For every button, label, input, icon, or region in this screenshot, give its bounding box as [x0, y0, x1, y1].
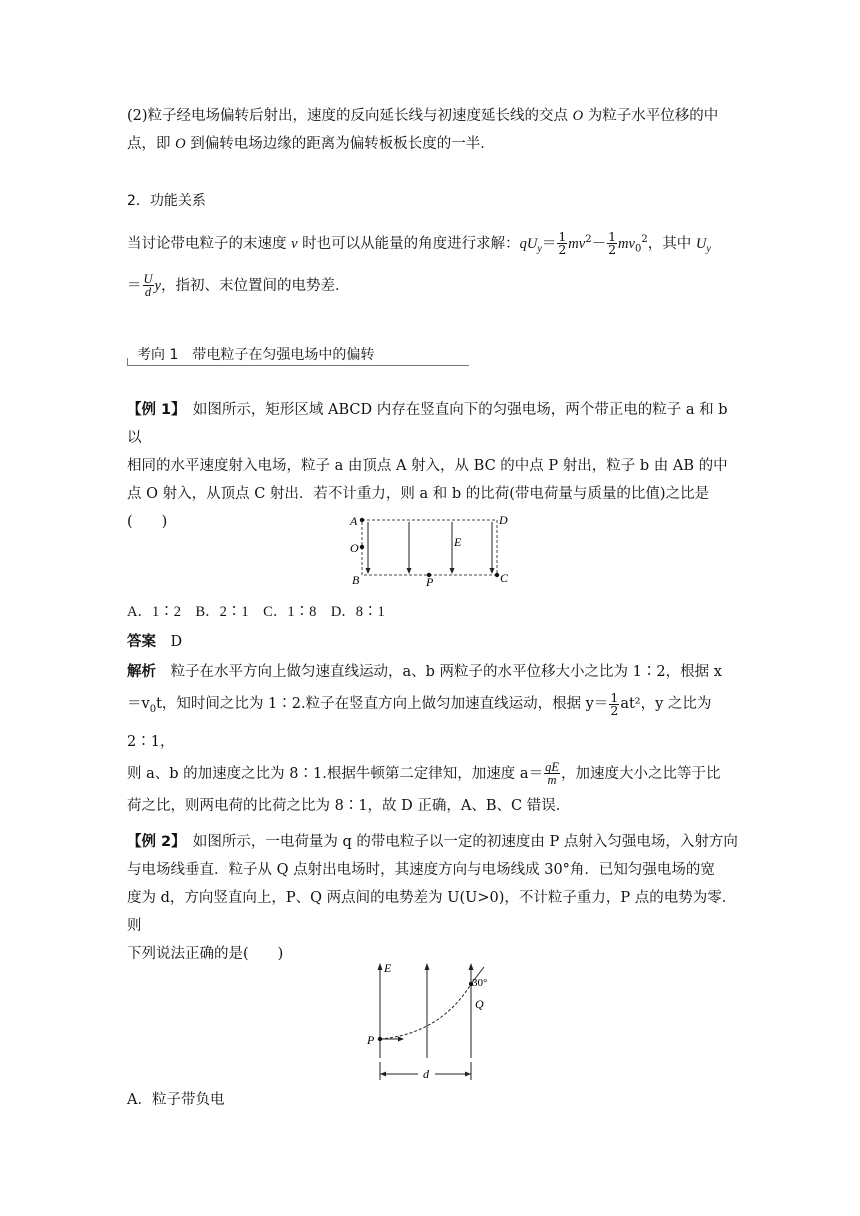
- text: mv: [568, 235, 586, 252]
- sub: 0: [149, 703, 157, 715]
- text: t，知时间之比为 1∶2.粒子在竖直方向上做匀加速直线运动，根据 y＝: [156, 696, 609, 712]
- text: 当讨论带电粒子的末速度: [127, 235, 292, 252]
- example-1-options: A．1∶2 B．2∶1 C．1∶8 D．8∶1: [127, 604, 385, 620]
- text: mv: [618, 235, 635, 252]
- text: ＝: [541, 235, 557, 252]
- text: O: [175, 136, 186, 152]
- analysis-label: 解析: [127, 664, 156, 680]
- example-2-option-a: A．粒子带负电: [127, 1092, 225, 1108]
- fraction: $\frac{qE}{m}$: [545, 760, 559, 788]
- section-title-bar: [127, 344, 469, 366]
- text: 荷之比，则两电荷的比荷之比为 8∶1，故 D 正确，A、B、C 错误．: [127, 797, 571, 814]
- example-1-answer: [127, 628, 739, 656]
- text: 度为 d，方向竖直向上，P、Q 两点间的电势差为 U(U>0)，不计粒子重力，P 点的电势为零．则: [127, 890, 737, 934]
- label-q: Q: [475, 997, 484, 1011]
- text: 点 O 射入，从顶点 C 射出．若不计重力，则 a 和 b 的比荷(带电荷量与质量的比值)之比是: [127, 486, 710, 502]
- text: ＝v: [127, 696, 150, 712]
- label-d: d: [423, 1067, 429, 1081]
- text: －: [591, 235, 607, 252]
- text: U: [695, 235, 707, 252]
- paragraph-energy: [127, 222, 739, 304]
- section-title: 考向 1 带电粒子在匀强电场中的偏转: [137, 347, 375, 363]
- label-d: D: [499, 513, 508, 527]
- paragraph-offset-point: [127, 102, 739, 158]
- sub: y: [706, 243, 711, 255]
- sup: 2: [641, 234, 648, 245]
- text: 粒子在水平方向上做匀速直线运动，a、b 两粒子的水平位移大小之比为 1∶2，根据 x: [156, 664, 722, 680]
- label-c: C: [500, 571, 509, 585]
- arrow-head: [366, 568, 371, 574]
- divider-corner: [127, 358, 136, 366]
- text: 为粒子水平位移的中: [583, 108, 719, 124]
- arrow-head: [425, 963, 430, 970]
- text: 下列说法正确的是( ): [127, 946, 284, 962]
- field-boundary: [362, 520, 497, 575]
- text: O: [572, 108, 584, 124]
- fraction: $\frac{1}{2}$: [558, 229, 567, 258]
- label-b: B: [352, 573, 360, 587]
- text: v: [291, 235, 298, 252]
- example-tag: 【例 2】: [127, 834, 179, 850]
- fraction: $\frac{U}{d}$: [143, 272, 153, 300]
- text: (2)粒子经电场偏转后射出，速度的反向延长线与初速度延长线的交点: [127, 108, 573, 124]
- text: 如图所示，矩形区域 ABCD 内存在竖直向下的匀强电场，两个带正电的粒子 a 和 b 以: [127, 402, 728, 446]
- arrow-head: [450, 568, 455, 574]
- sub: y: [537, 243, 542, 255]
- sup: 2: [585, 234, 592, 245]
- point-o: [360, 545, 364, 549]
- point-a: [360, 518, 364, 522]
- text: 与电场线垂直．粒子从 Q 点射出电场时，其速度方向与电场线成 30°角．已知匀强电场的宽: [127, 862, 715, 878]
- fraction: $\frac{1}{2}$: [608, 229, 617, 258]
- text: 点，即: [127, 136, 176, 152]
- point-c: [495, 573, 499, 577]
- label-a: A: [350, 514, 358, 528]
- label-p: P: [367, 1033, 375, 1047]
- text: ( ): [127, 514, 168, 530]
- arrow-head: [380, 1072, 386, 1077]
- text: 到偏转电场边缘的距离为偏转板板长度的一半．: [185, 136, 495, 152]
- example-2-question: [127, 828, 739, 968]
- text: 相同的水平速度射入电场，粒子 a 由顶点 A 射入，从 BC 的中点 P 射出，粒子 b 由 AB 的中: [127, 458, 728, 474]
- text: ，加速度大小之比等于比: [560, 765, 721, 782]
- sub: 0: [634, 243, 642, 255]
- trajectory: [380, 984, 471, 1039]
- arrow-head: [378, 963, 383, 970]
- arrow-head: [407, 568, 412, 574]
- point-p: [378, 1037, 382, 1041]
- arrow-head: [469, 963, 474, 970]
- divider: [127, 365, 469, 366]
- text: ，其中: [647, 235, 696, 252]
- answer-label: 答案: [127, 634, 156, 650]
- formula-q: qU: [519, 235, 538, 252]
- text: y: [154, 277, 161, 294]
- figure-rectangle-field: [340, 510, 520, 590]
- section-heading: 2．功能关系: [127, 193, 206, 209]
- text: 则 a、b 的加速度之比为 8∶1.根据牛顿第二定律知，加速度 a＝: [127, 765, 544, 782]
- arrow-head: [465, 1072, 471, 1077]
- arrow-head: [398, 1037, 404, 1042]
- example-tag: 【例 1】: [127, 402, 179, 418]
- figure-upward-field: [360, 958, 500, 1082]
- text: 时也可以从能量的角度进行求解：: [297, 235, 520, 252]
- fraction: $\frac{1}{2}$: [610, 689, 619, 718]
- arrow-head: [490, 568, 495, 574]
- example-1-analysis: [127, 656, 739, 822]
- label-e: E: [454, 535, 462, 549]
- label-angle: 30°: [472, 977, 488, 989]
- text: 如图所示，一电荷量为 q 的带电粒子以一定的初速度由 P 点射入匀强电场，入射方向: [178, 834, 738, 850]
- text: ，指初、末位置间的电势差．: [160, 277, 350, 294]
- answer-value: D: [170, 634, 183, 650]
- text: ＝: [127, 277, 142, 294]
- label-e: E: [384, 961, 392, 975]
- label-p: P: [426, 575, 434, 589]
- text: at²，y 之比为 2∶1，: [127, 696, 712, 750]
- label-o: O: [350, 541, 359, 555]
